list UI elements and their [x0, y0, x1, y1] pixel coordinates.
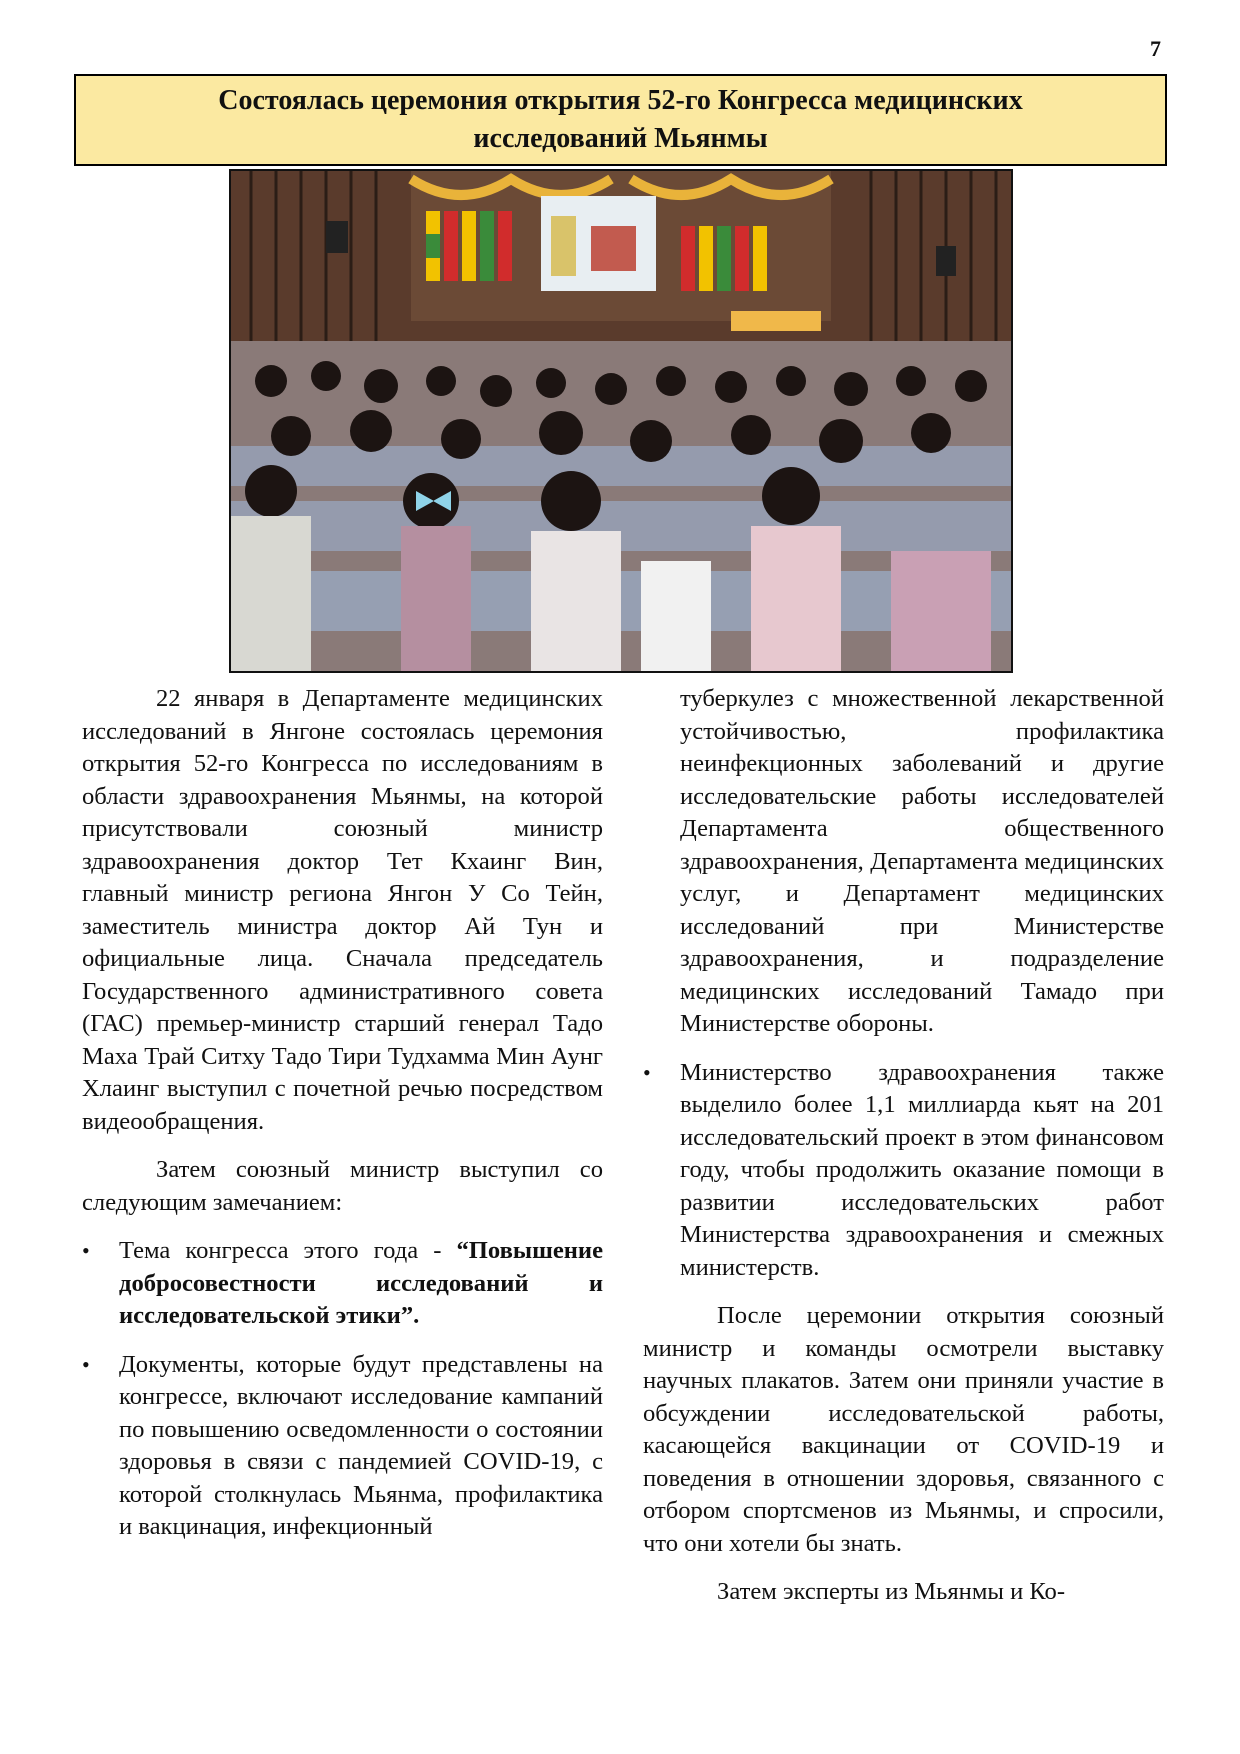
paragraph-intro: 22 января в Департаменте медицинских исследований в Янгоне состоялась церемония открытия 52-го Конгресса по исследованиям в области здравоохранения Мьянмы, на которой присутствовали союзный министр здравоохранения доктор Тет Кхаинг Вин, главный министр региона Янгон У Со Тейн, заместитель министра доктор Ай Тун и официальные лица. Сначала председатель Государственного административного совета (ГАС) премьер-министр старший генерал Тадо Маха Трай Ситху Тадо Тири Тудхамма Мин Аунг Хлаинг выступил с почетной речью посредством видеообращения.: [82, 685, 603, 1135]
paragraph-experts: Затем эксперты из Мьянмы и Ко-: [717, 1578, 1066, 1605]
theme-title: “Повышение добросовестности исследований и исследовательской этики”.: [119, 1237, 603, 1329]
paragraph-remarks: Затем союзный министр выступил со следующим замечанием:: [82, 1156, 603, 1216]
conference-hall-photo: [229, 169, 1013, 673]
left-column: [82, 683, 603, 1544]
list-item: • Министерство здравоохранения также выделило более 1,1 миллиарда кьят на 201 исследовательский проект в этом финансовом году, чтобы продолжить оказание помощи в развитии исследовательских работ Министерства здравоохранения и смежных министерств.: [643, 1057, 1164, 1285]
title-line-2: исследований Мьянмы: [473, 123, 768, 154]
remarks-list-continued: [643, 1057, 1164, 1285]
theme-prefix: Тема конгресса этого года -: [119, 1237, 442, 1264]
remarks-list: [82, 1235, 603, 1544]
list-item: [82, 1235, 603, 1333]
paragraph-exhibition: После церемонии открытия союзный министр и команды осмотрели выставку научных плакатов. Затем они приняли участие в обсуждении исследовательской работы, касающейся вакцинации от COVID-19 и поведения в отношении здоровья, связанного с отбором спортсменов из Мьянмы, и спросили, что они хотели бы знать.: [643, 1302, 1164, 1557]
page-number: 7: [1150, 36, 1161, 61]
list-item: • Документы, которые будут представлены на конгрессе, включают исследование кампаний по повышению осведомленности о состоянии здоровья в связи с пандемией COVID-19, с которой столкнулась Мьянма, профилактика и вакцинация, инфекционный: [82, 1349, 603, 1544]
title-line-1: Состоялась церемония открытия 52-го Конгресса медицинских: [218, 85, 1023, 116]
list-item-continued: туберкулез с множественной лекарственной устойчивостью, профилактика неинфекционных заболеваний и другие исследовательские работы исследователей Департамента общественного здравоохранения, Департамента медицинских услуг, и Департамент медицинских исследований при Министерстве здравоохранения, и подразделение медицинских исследований Тамадо при Министерстве обороны.: [680, 685, 1164, 1037]
photo-illustration: [231, 171, 1011, 671]
article-title: [74, 74, 1167, 166]
right-column: [643, 683, 1164, 1609]
